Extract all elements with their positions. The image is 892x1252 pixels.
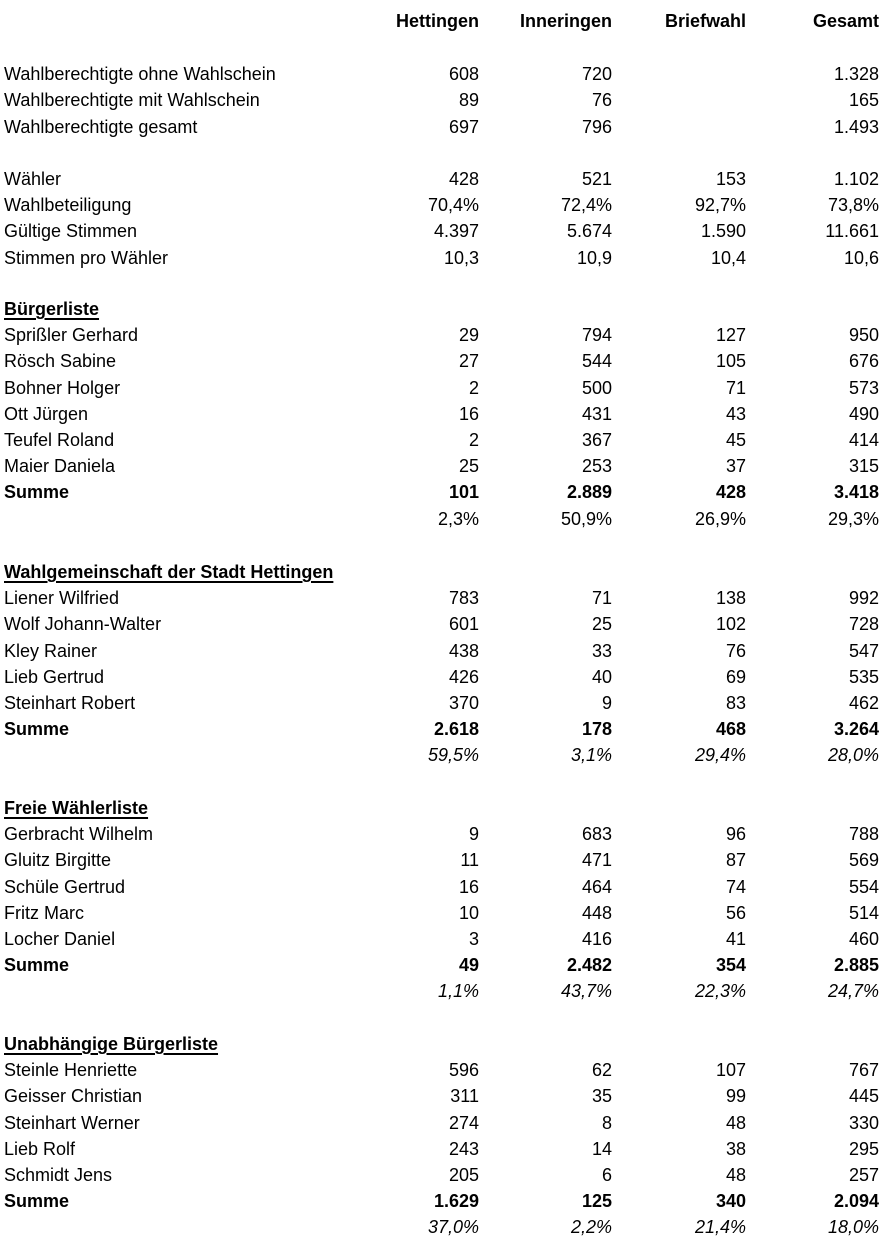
summary-row — [0, 218, 892, 244]
percent-value-3: 26,9% — [694, 508, 746, 529]
summary-label: Wähler — [4, 169, 62, 189]
sum-value-3: 468 — [715, 719, 746, 740]
percent-value-4: 28,0% — [827, 745, 879, 766]
candidate-votes-4: 535 — [848, 666, 879, 687]
candidate-votes-2: 471 — [581, 850, 612, 871]
sum-value-1: 101 — [448, 482, 479, 503]
percent-value-4: 24,7% — [827, 981, 879, 1002]
candidate-votes-4: 547 — [848, 640, 879, 661]
candidate-votes-4: 569 — [848, 850, 879, 871]
column-header-gesamt: Gesamt — [812, 11, 879, 31]
sum-label: Summe — [4, 482, 70, 503]
sum-label: Summe — [4, 955, 70, 976]
candidate-votes-3: 41 — [725, 929, 746, 949]
candidate-row — [0, 1162, 892, 1188]
candidate-votes-3: 56 — [725, 902, 746, 923]
candidate-votes-3: 96 — [725, 824, 746, 845]
candidate-name: Gluitz Birgitte — [4, 850, 112, 871]
candidate-votes-2: 794 — [581, 325, 612, 346]
candidate-votes-1: 601 — [448, 614, 479, 635]
column-header-briefwahl: Briefwahl — [664, 11, 746, 31]
summary-value-4: 1.102 — [833, 169, 879, 189]
percent-value-2: 2,2% — [570, 1217, 612, 1238]
candidate-name: Bohner Holger — [4, 377, 121, 398]
candidate-votes-2: 35 — [591, 1086, 612, 1107]
candidate-votes-2: 416 — [581, 929, 612, 949]
sum-value-1: 2.618 — [433, 719, 479, 740]
candidate-votes-3: 87 — [725, 850, 746, 871]
candidate-votes-1: 274 — [448, 1112, 479, 1133]
percent-value-4: 29,3% — [827, 508, 879, 529]
candidate-name: Fritz Marc — [4, 902, 84, 923]
candidate-row — [0, 427, 892, 453]
summary-value-3: 10,4 — [710, 248, 746, 268]
candidate-votes-2: 40 — [591, 666, 612, 687]
summary-value-2: 796 — [581, 117, 612, 137]
percent-row — [0, 978, 892, 1004]
summary-row — [0, 192, 892, 218]
candidate-votes-2: 33 — [591, 640, 612, 661]
candidate-row — [0, 348, 892, 374]
candidate-votes-3: 105 — [715, 351, 746, 372]
sum-row — [0, 952, 892, 978]
candidate-votes-4: 445 — [848, 1086, 879, 1107]
sum-value-3: 428 — [715, 482, 746, 503]
candidate-votes-3: 37 — [725, 456, 746, 477]
sum-label: Summe — [4, 1191, 70, 1212]
summary-value-1: 10,3 — [443, 248, 479, 268]
summary-value-1: 608 — [448, 64, 479, 84]
party-title: Bürgerliste — [4, 299, 100, 319]
candidate-votes-3: 102 — [715, 614, 746, 635]
candidate-votes-2: 71 — [591, 588, 612, 609]
candidate-name: Steinhart Robert — [4, 693, 136, 713]
candidate-votes-1: 783 — [448, 588, 479, 609]
candidate-row — [0, 690, 892, 716]
percent-value-1: 1,1% — [437, 981, 479, 1002]
candidate-name: Schmidt Jens — [4, 1165, 113, 1185]
percent-value-2: 43,7% — [560, 981, 612, 1002]
summary-value-2: 72,4% — [560, 195, 612, 215]
candidate-row — [0, 322, 892, 348]
party-title: Freie Wählerliste — [4, 798, 149, 818]
summary-value-1: 4.397 — [433, 221, 479, 241]
candidate-votes-3: 107 — [715, 1060, 746, 1081]
candidate-votes-3: 69 — [725, 666, 746, 687]
candidate-votes-4: 728 — [848, 614, 879, 635]
candidate-votes-1: 25 — [458, 456, 479, 477]
candidate-votes-1: 10 — [458, 902, 479, 923]
summary-label: Wahlberechtigte ohne Wahlschein — [4, 64, 276, 84]
percent-row — [0, 1214, 892, 1240]
candidate-votes-4: 573 — [848, 377, 879, 398]
sum-value-2: 2.889 — [566, 482, 612, 503]
candidate-votes-1: 243 — [448, 1138, 479, 1159]
candidate-votes-4: 330 — [848, 1112, 879, 1133]
summary-row — [0, 114, 892, 140]
candidate-votes-1: 16 — [458, 876, 479, 897]
candidate-row — [0, 638, 892, 664]
sum-row — [0, 716, 892, 742]
party-heading-row — [0, 296, 892, 322]
candidate-votes-3: 83 — [725, 693, 746, 713]
sum-value-2: 2.482 — [566, 955, 612, 976]
candidate-name: Locher Daniel — [4, 929, 116, 949]
candidate-votes-3: 48 — [725, 1165, 746, 1185]
candidate-row — [0, 1083, 892, 1109]
candidate-votes-4: 295 — [848, 1138, 879, 1159]
candidate-row — [0, 453, 892, 479]
candidate-votes-1: 438 — [448, 640, 479, 661]
party-title: Wahlgemeinschaft der Stadt Hettingen — [4, 562, 334, 582]
candidate-votes-2: 544 — [581, 351, 612, 372]
summary-label: Gültige Stimmen — [4, 221, 138, 241]
candidate-votes-1: 27 — [458, 351, 479, 372]
summary-value-2: 521 — [581, 169, 612, 189]
percent-row — [0, 742, 892, 768]
sum-value-2: 178 — [581, 719, 612, 740]
candidate-votes-3: 71 — [725, 377, 746, 398]
percent-value-3: 21,4% — [694, 1217, 746, 1238]
candidate-votes-2: 8 — [601, 1112, 612, 1133]
candidate-votes-4: 257 — [848, 1165, 879, 1185]
candidate-votes-3: 127 — [715, 325, 746, 346]
candidate-name: Maier Daniela — [4, 456, 116, 477]
sum-value-3: 340 — [715, 1191, 746, 1212]
candidate-row — [0, 664, 892, 690]
candidate-row — [0, 926, 892, 952]
percent-value-2: 3,1% — [570, 745, 612, 766]
candidate-name: Ott Jürgen — [4, 403, 89, 424]
candidate-name: Rösch Sabine — [4, 351, 117, 372]
candidate-votes-4: 950 — [848, 325, 879, 346]
candidate-votes-1: 370 — [448, 693, 479, 713]
candidate-name: Sprißler Gerhard — [4, 325, 139, 346]
sum-value-3: 354 — [715, 955, 746, 976]
candidate-name: Lieb Gertrud — [4, 666, 105, 687]
party-heading-row — [0, 795, 892, 821]
candidate-votes-1: 2 — [468, 430, 479, 450]
summary-value-2: 10,9 — [576, 248, 612, 268]
candidate-votes-2: 448 — [581, 902, 612, 923]
sum-row — [0, 479, 892, 505]
summary-value-1: 697 — [448, 117, 479, 137]
summary-value-4: 1.493 — [833, 117, 879, 137]
candidate-votes-2: 367 — [581, 430, 612, 450]
summary-value-2: 720 — [581, 64, 612, 84]
candidate-name: Schüle Gertrud — [4, 876, 126, 897]
candidate-votes-1: 11 — [460, 850, 479, 871]
candidate-votes-1: 29 — [458, 325, 479, 346]
percent-value-2: 50,9% — [560, 508, 612, 529]
sum-value-4: 3.418 — [833, 482, 879, 503]
candidate-votes-2: 25 — [591, 614, 612, 635]
party-heading-row — [0, 1031, 892, 1057]
candidate-votes-4: 414 — [848, 430, 879, 450]
candidate-votes-2: 253 — [581, 456, 612, 477]
sum-value-2: 125 — [581, 1191, 612, 1212]
percent-value-4: 18,0% — [827, 1217, 879, 1238]
sum-value-4: 3.264 — [833, 719, 879, 740]
summary-value-4: 73,8% — [827, 195, 879, 215]
candidate-votes-3: 38 — [725, 1138, 746, 1159]
sum-value-4: 2.885 — [833, 955, 879, 976]
candidate-votes-4: 462 — [848, 693, 879, 713]
candidate-votes-3: 138 — [715, 588, 746, 609]
candidate-votes-1: 596 — [448, 1060, 479, 1081]
candidate-name: Wolf Johann-Walter — [4, 614, 162, 635]
candidate-votes-4: 676 — [848, 351, 879, 372]
summary-value-2: 76 — [591, 90, 612, 110]
candidate-row — [0, 1136, 892, 1162]
candidate-row — [0, 585, 892, 611]
candidate-votes-3: 76 — [725, 640, 746, 661]
candidate-row — [0, 1057, 892, 1083]
candidate-row — [0, 900, 892, 926]
candidate-row — [0, 847, 892, 873]
candidate-votes-1: 205 — [448, 1165, 479, 1185]
candidate-name: Liener Wilfried — [4, 588, 120, 609]
candidate-votes-4: 514 — [848, 902, 879, 923]
summary-value-3: 92,7% — [694, 195, 746, 215]
candidate-votes-2: 62 — [591, 1060, 612, 1081]
summary-row — [0, 61, 892, 87]
candidate-votes-2: 9 — [601, 693, 612, 713]
candidate-votes-3: 48 — [725, 1112, 746, 1133]
candidate-row — [0, 375, 892, 401]
summary-value-2: 5.674 — [566, 221, 612, 241]
percent-row — [0, 506, 892, 532]
percent-value-1: 2,3% — [437, 508, 479, 529]
candidate-votes-4: 992 — [848, 588, 879, 609]
candidate-votes-2: 683 — [581, 824, 612, 845]
summary-value-4: 165 — [848, 90, 879, 110]
candidate-votes-4: 788 — [848, 824, 879, 845]
candidate-votes-1: 16 — [458, 403, 479, 424]
candidate-votes-4: 490 — [848, 403, 879, 424]
summary-row — [0, 245, 892, 271]
candidate-row — [0, 821, 892, 847]
candidate-name: Lieb Rolf — [4, 1138, 76, 1159]
summary-row — [0, 166, 892, 192]
candidate-votes-3: 45 — [725, 430, 746, 450]
percent-value-1: 59,5% — [427, 745, 479, 766]
candidate-row — [0, 611, 892, 637]
sum-value-1: 49 — [458, 955, 479, 976]
candidate-votes-1: 2 — [468, 377, 479, 398]
sum-label: Summe — [4, 719, 70, 740]
summary-value-1: 70,4% — [427, 195, 479, 215]
candidate-votes-4: 554 — [848, 876, 879, 897]
summary-value-1: 428 — [448, 169, 479, 189]
summary-label: Stimmen pro Wähler — [4, 248, 169, 268]
percent-value-3: 29,4% — [694, 745, 746, 766]
candidate-row — [0, 401, 892, 427]
candidate-votes-4: 460 — [848, 929, 879, 949]
candidate-name: Kley Rainer — [4, 640, 98, 661]
candidate-votes-2: 431 — [581, 403, 612, 424]
candidate-name: Teufel Roland — [4, 430, 115, 450]
header-row — [0, 8, 892, 34]
party-heading-row — [0, 559, 892, 585]
candidate-votes-2: 500 — [581, 377, 612, 398]
sum-row — [0, 1188, 892, 1214]
candidate-name: Geisser Christian — [4, 1086, 143, 1107]
candidate-name: Steinle Henriette — [4, 1060, 138, 1081]
summary-value-4: 1.328 — [833, 64, 879, 84]
summary-value-3: 1.590 — [700, 221, 746, 241]
sum-value-4: 2.094 — [833, 1191, 879, 1212]
candidate-votes-1: 311 — [450, 1086, 479, 1107]
summary-value-4: 11.661 — [825, 221, 879, 241]
candidate-votes-3: 74 — [725, 876, 746, 897]
party-title: Unabhängige Bürgerliste — [4, 1034, 219, 1054]
summary-label: Wahlbeteiligung — [4, 195, 132, 215]
candidate-votes-2: 14 — [591, 1138, 612, 1159]
percent-value-1: 37,0% — [427, 1217, 479, 1238]
sum-value-1: 1.629 — [433, 1191, 479, 1212]
candidate-votes-2: 6 — [601, 1165, 612, 1185]
column-header-inneringen: Inneringen — [519, 11, 612, 31]
summary-label: Wahlberechtigte mit Wahlschein — [4, 90, 260, 110]
candidate-votes-3: 99 — [725, 1086, 746, 1107]
candidate-votes-1: 426 — [448, 666, 479, 687]
column-header-hettingen: Hettingen — [396, 11, 479, 31]
percent-value-3: 22,3% — [694, 981, 746, 1002]
candidate-row — [0, 1110, 892, 1136]
candidate-name: Gerbracht Wilhelm — [4, 824, 154, 845]
candidate-votes-1: 9 — [468, 824, 479, 845]
candidate-name: Steinhart Werner — [4, 1112, 140, 1133]
candidate-votes-2: 464 — [581, 876, 612, 897]
summary-row — [0, 87, 892, 113]
candidate-votes-4: 767 — [848, 1060, 879, 1081]
candidate-votes-3: 43 — [725, 403, 746, 424]
candidate-row — [0, 874, 892, 900]
summary-value-4: 10,6 — [843, 248, 879, 268]
summary-value-1: 89 — [458, 90, 479, 110]
summary-label: Wahlberechtigte gesamt — [4, 117, 198, 137]
summary-value-3: 153 — [715, 169, 746, 189]
candidate-votes-4: 315 — [848, 456, 879, 477]
candidate-votes-1: 3 — [468, 929, 479, 949]
